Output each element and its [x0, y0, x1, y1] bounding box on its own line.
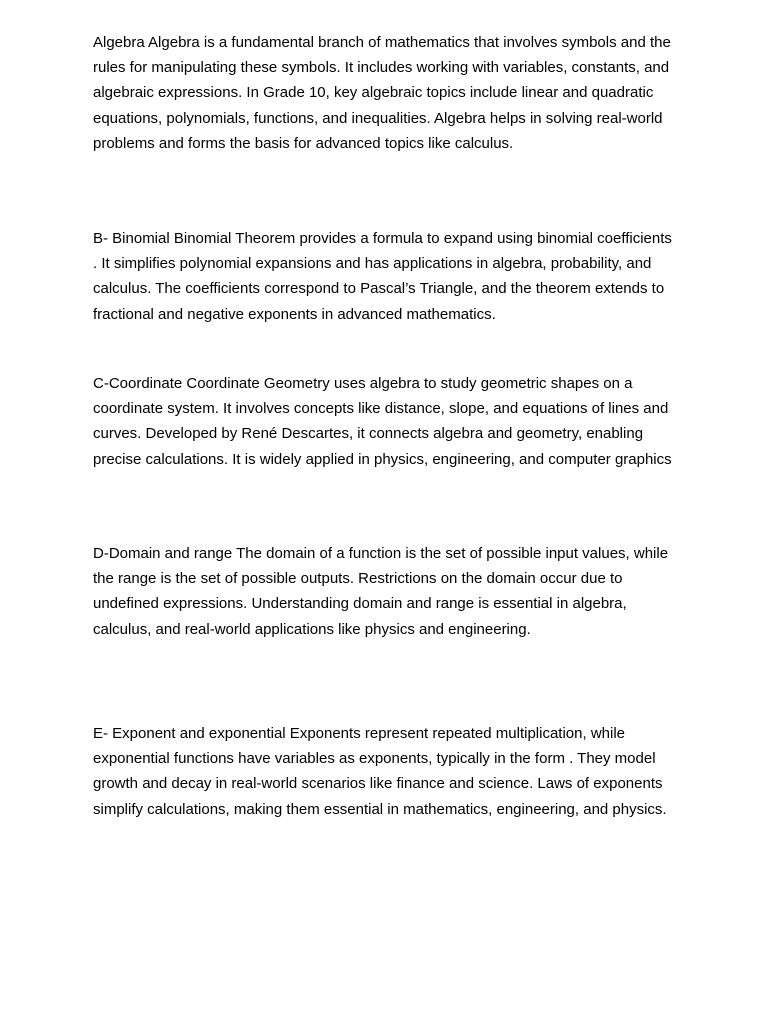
paragraph-binomial: B- Binomial Binomial Theorem provides a formula to expand using binomial coefficients . It simplifies polynomial expansions and has applications in algebra, probability, and calculus. The coefficients correspond to Pascal’s Triangle, and the theorem extends to fractional and negative exponents in advanced mathematics.	[93, 230, 672, 323]
paragraph-domain-and-range: D-Domain and range The domain of a function is the set of possible input values, while the range is the set of possible outputs. Restrictions on the domain occur due to undefined expressions. Understanding domain and range is essential in algebra, calculus, and real-world applications like physics and engineering.	[93, 545, 669, 638]
paragraph-algebra: Algebra Algebra is a fundamental branch of mathematics that involves symbols and the rules for manipulating these symbols. It includes working with variables, constants, and algebraic expressions. In Grade 10, key algebraic topics include linear and quadratic equations, polynomials, functions, and inequalities. Algebra helps in solving real-world problems and forms the basis for advanced topics like calculus.	[93, 34, 671, 152]
paragraph-coordinate-geometry: C-Coordinate Coordinate Geometry uses algebra to study geometric shapes on a coordinate system. It involves concepts like distance, slope, and equations of lines and curves. Developed by René Descartes, it connects algebra and geometry, enabling precise calculations. It is widely applied in physics, engineering, and computer graphics	[93, 375, 672, 468]
paragraph-exponents: E- Exponent and exponential Exponents represent repeated multiplication, while exponential functions have variables as exponents, typically in the form . They model growth and decay in real-world scenarios like finance and science. Laws of exponents simplify calculations, making them essential in mathematics, engineering, and physics.	[93, 725, 667, 818]
